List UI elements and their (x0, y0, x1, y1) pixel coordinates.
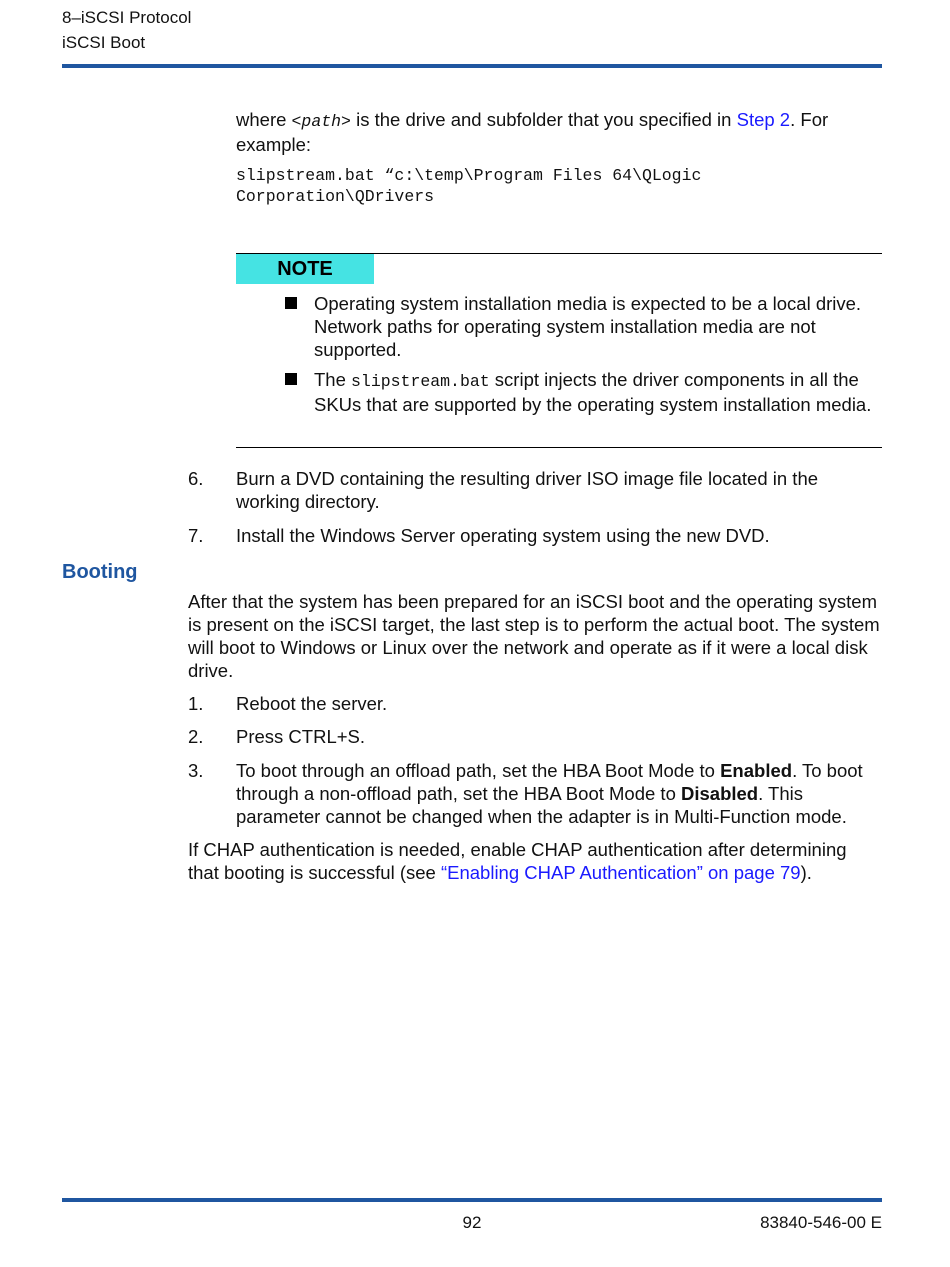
enabled-value: Enabled (720, 760, 793, 781)
script-name: slipstream.bat (351, 372, 490, 391)
command-example: slipstream.bat “c:\temp\Program Files 64\QLogic Corporation\QDrivers (236, 166, 702, 206)
step-number: 1. (188, 693, 204, 714)
section-heading: Booting (62, 561, 138, 583)
step-text: Burn a DVD containing the resulting driver ISO image file located in the working directory. (236, 468, 819, 512)
booting-intro: After that the system has been prepared for an iSCSI boot and the operating system is present on the iSCSI target, the last step is to perform the actual boot. The system will boot to Windows or Linux over the network and operate as if it were a local disk drive. (188, 591, 880, 681)
chap-auth-link[interactable]: “Enabling CHAP Authentication” on page 79 (440, 862, 801, 883)
chapter-title: 8–iSCSI Protocol (62, 8, 192, 27)
running-header (62, 5, 191, 55)
chap-paragraph: If CHAP authentication is needed, enable CHAP authentication after determining that booting is successful (see “Enabling CHAP Authentication” on page 79). (188, 839, 847, 883)
step-2-link[interactable]: Step 2 (736, 109, 791, 130)
step-text: To boot through an offload path, set the HBA Boot Mode to Enabled. To boot through a non-offload path, set the HBA Boot Mode to Disabled. This parameter cannot be changed when the adapter is in Multi-Function mode. (236, 760, 863, 827)
step-text: Reboot the server. (236, 693, 388, 714)
disabled-value: Disabled (681, 783, 759, 804)
note-label: NOTE (236, 254, 374, 284)
bullet-marker (285, 297, 297, 309)
step-number: 3. (188, 760, 204, 781)
note-bullet-1: Operating system installation media is expected to be a local drive. Network paths for operating system installation media are not supported. (314, 293, 862, 360)
bullet-marker (285, 373, 297, 385)
intro-paragraph: where <path> is the drive and subfolder that you specified in Step 2. For example: (236, 109, 829, 155)
footer-rule (62, 1198, 882, 1202)
path-variable: <path> (291, 112, 351, 131)
step-text: Press CTRL+S. (236, 726, 366, 747)
note-bottom-rule (236, 447, 882, 448)
step-text: Install the Windows Server operating system using the new DVD. (236, 525, 770, 546)
header-rule (62, 64, 882, 68)
page-number: 92 (462, 1213, 482, 1232)
note-bullet-2: The slipstream.bat script injects the driver components in all the SKUs that are supported by the operating system installation media. (314, 369, 872, 415)
step-number: 7. (188, 525, 204, 546)
step-number: 6. (188, 468, 204, 489)
section-title-header: iSCSI Boot (62, 33, 146, 52)
step-number: 2. (188, 726, 204, 747)
document-number: 83840-546-00 E (760, 1213, 882, 1232)
